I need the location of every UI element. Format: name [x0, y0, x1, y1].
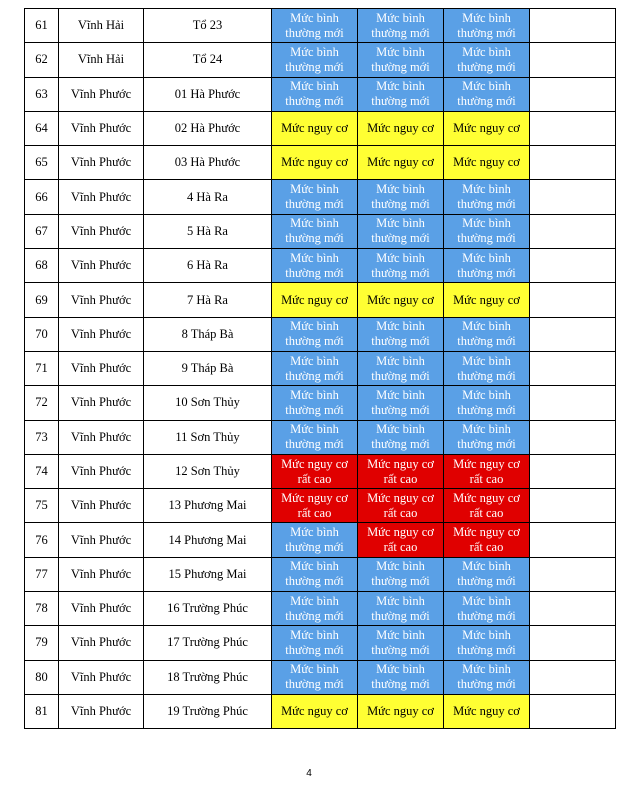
- risk-level-cell: Mức nguy cơ: [444, 694, 530, 728]
- risk-level-cell: Mức bình thường mới: [272, 626, 358, 660]
- table-row: [25, 660, 616, 694]
- row-index-cell: 68: [25, 249, 59, 283]
- risk-level-cell: Mức bình thường mới: [272, 351, 358, 385]
- risk-level-cell: Mức bình thường mới: [358, 660, 444, 694]
- row-index-cell: 65: [25, 146, 59, 180]
- risk-level-cell: Mức bình thường mới: [444, 317, 530, 351]
- row-index-cell: 62: [25, 43, 59, 77]
- risk-level-cell: Mức nguy cơ: [272, 111, 358, 145]
- empty-cell: [530, 592, 616, 626]
- empty-cell: [530, 249, 616, 283]
- ward-cell: Vĩnh Phước: [59, 592, 144, 626]
- risk-level-cell: Mức nguy cơ rất cao: [272, 489, 358, 523]
- risk-level-cell: Mức bình thường mới: [272, 180, 358, 214]
- empty-cell: [530, 77, 616, 111]
- table-row: [25, 249, 616, 283]
- table-body: [25, 9, 616, 729]
- risk-level-cell: Mức nguy cơ: [272, 146, 358, 180]
- row-index-cell: 80: [25, 660, 59, 694]
- risk-level-cell: Mức bình thường mới: [444, 77, 530, 111]
- empty-cell: [530, 694, 616, 728]
- area-cell: Tổ 24: [144, 43, 272, 77]
- empty-cell: [530, 489, 616, 523]
- row-index-cell: 74: [25, 454, 59, 488]
- risk-level-cell: Mức nguy cơ rất cao: [444, 489, 530, 523]
- empty-cell: [530, 111, 616, 145]
- area-cell: 11 Sơn Thủy: [144, 420, 272, 454]
- row-index-cell: 78: [25, 592, 59, 626]
- area-cell: 10 Sơn Thủy: [144, 386, 272, 420]
- risk-level-cell: Mức bình thường mới: [444, 249, 530, 283]
- area-cell: 8 Tháp Bà: [144, 317, 272, 351]
- risk-level-cell: Mức nguy cơ: [358, 694, 444, 728]
- empty-cell: [530, 283, 616, 317]
- risk-level-cell: Mức bình thường mới: [444, 557, 530, 591]
- ward-cell: Vĩnh Phước: [59, 180, 144, 214]
- row-index-cell: 69: [25, 283, 59, 317]
- area-cell: 9 Tháp Bà: [144, 351, 272, 385]
- table-row: [25, 489, 616, 523]
- empty-cell: [530, 386, 616, 420]
- row-index-cell: 67: [25, 214, 59, 248]
- empty-cell: [530, 420, 616, 454]
- ward-cell: Vĩnh Phước: [59, 626, 144, 660]
- area-cell: 19 Trường Phúc: [144, 694, 272, 728]
- area-cell: 18 Trường Phúc: [144, 660, 272, 694]
- empty-cell: [530, 317, 616, 351]
- ward-cell: Vĩnh Phước: [59, 420, 144, 454]
- risk-level-cell: Mức bình thường mới: [272, 592, 358, 626]
- area-cell: 13 Phương Mai: [144, 489, 272, 523]
- risk-level-cell: Mức bình thường mới: [444, 626, 530, 660]
- ward-cell: Vĩnh Phước: [59, 146, 144, 180]
- area-cell: 16 Trường Phúc: [144, 592, 272, 626]
- risk-level-cell: Mức bình thường mới: [358, 626, 444, 660]
- risk-level-cell: Mức bình thường mới: [358, 557, 444, 591]
- risk-level-cell: Mức nguy cơ rất cao: [358, 489, 444, 523]
- area-cell: Tổ 23: [144, 9, 272, 43]
- risk-level-cell: Mức nguy cơ: [272, 283, 358, 317]
- table-row: [25, 592, 616, 626]
- table-row: [25, 180, 616, 214]
- ward-cell: Vĩnh Phước: [59, 660, 144, 694]
- table-row: [25, 351, 616, 385]
- risk-level-table: [24, 8, 616, 729]
- risk-level-cell: Mức bình thường mới: [358, 386, 444, 420]
- table-row: [25, 694, 616, 728]
- row-index-cell: 61: [25, 9, 59, 43]
- table-row: [25, 386, 616, 420]
- empty-cell: [530, 626, 616, 660]
- risk-level-cell: Mức bình thường mới: [272, 317, 358, 351]
- table-row: [25, 626, 616, 660]
- risk-level-cell: Mức nguy cơ: [272, 694, 358, 728]
- risk-level-cell: Mức nguy cơ rất cao: [358, 454, 444, 488]
- area-cell: 12 Sơn Thủy: [144, 454, 272, 488]
- area-cell: 02 Hà Phước: [144, 111, 272, 145]
- risk-level-cell: Mức bình thường mới: [272, 249, 358, 283]
- risk-level-cell: Mức bình thường mới: [358, 180, 444, 214]
- row-index-cell: 72: [25, 386, 59, 420]
- ward-cell: Vĩnh Phước: [59, 386, 144, 420]
- risk-level-cell: Mức bình thường mới: [272, 43, 358, 77]
- risk-level-cell: Mức bình thường mới: [272, 386, 358, 420]
- ward-cell: Vĩnh Phước: [59, 317, 144, 351]
- row-index-cell: 66: [25, 180, 59, 214]
- table-row: [25, 111, 616, 145]
- empty-cell: [530, 146, 616, 180]
- row-index-cell: 76: [25, 523, 59, 557]
- risk-level-cell: Mức bình thường mới: [444, 43, 530, 77]
- table-row: [25, 523, 616, 557]
- row-index-cell: 81: [25, 694, 59, 728]
- risk-level-cell: Mức bình thường mới: [272, 77, 358, 111]
- risk-level-cell: Mức nguy cơ: [444, 146, 530, 180]
- risk-level-cell: Mức bình thường mới: [358, 214, 444, 248]
- table-row: [25, 43, 616, 77]
- area-cell: 01 Hà Phước: [144, 77, 272, 111]
- table-row: [25, 77, 616, 111]
- table-row: [25, 420, 616, 454]
- risk-level-cell: Mức bình thường mới: [444, 351, 530, 385]
- risk-level-cell: Mức bình thường mới: [444, 660, 530, 694]
- area-cell: 03 Hà Phước: [144, 146, 272, 180]
- empty-cell: [530, 43, 616, 77]
- row-index-cell: 70: [25, 317, 59, 351]
- ward-cell: Vĩnh Phước: [59, 283, 144, 317]
- table-row: [25, 9, 616, 43]
- area-cell: 5 Hà Ra: [144, 214, 272, 248]
- ward-cell: Vĩnh Phước: [59, 351, 144, 385]
- empty-cell: [530, 351, 616, 385]
- ward-cell: Vĩnh Phước: [59, 77, 144, 111]
- empty-cell: [530, 557, 616, 591]
- row-index-cell: 77: [25, 557, 59, 591]
- risk-level-cell: Mức bình thường mới: [358, 420, 444, 454]
- risk-level-cell: Mức nguy cơ: [444, 283, 530, 317]
- area-cell: 7 Hà Ra: [144, 283, 272, 317]
- risk-level-cell: Mức nguy cơ rất cao: [358, 523, 444, 557]
- risk-level-cell: Mức bình thường mới: [358, 317, 444, 351]
- table-row: [25, 214, 616, 248]
- ward-cell: Vĩnh Phước: [59, 523, 144, 557]
- row-index-cell: 73: [25, 420, 59, 454]
- risk-level-cell: Mức nguy cơ rất cao: [272, 454, 358, 488]
- risk-level-cell: Mức bình thường mới: [444, 420, 530, 454]
- table-row: [25, 454, 616, 488]
- risk-level-cell: Mức nguy cơ: [444, 111, 530, 145]
- risk-level-cell: Mức bình thường mới: [358, 351, 444, 385]
- ward-cell: Vĩnh Phước: [59, 214, 144, 248]
- risk-level-cell: Mức bình thường mới: [444, 180, 530, 214]
- risk-level-cell: Mức nguy cơ: [358, 283, 444, 317]
- empty-cell: [530, 214, 616, 248]
- area-cell: 14 Phương Mai: [144, 523, 272, 557]
- risk-level-cell: Mức bình thường mới: [272, 9, 358, 43]
- table-row: [25, 557, 616, 591]
- risk-level-cell: Mức bình thường mới: [358, 43, 444, 77]
- empty-cell: [530, 454, 616, 488]
- risk-level-cell: Mức bình thường mới: [272, 557, 358, 591]
- empty-cell: [530, 660, 616, 694]
- area-cell: 4 Hà Ra: [144, 180, 272, 214]
- row-index-cell: 71: [25, 351, 59, 385]
- risk-level-cell: Mức bình thường mới: [358, 592, 444, 626]
- risk-level-cell: Mức bình thường mới: [444, 592, 530, 626]
- risk-level-cell: Mức bình thường mới: [444, 214, 530, 248]
- area-cell: 6 Hà Ra: [144, 249, 272, 283]
- row-index-cell: 64: [25, 111, 59, 145]
- area-cell: 17 Trường Phúc: [144, 626, 272, 660]
- ward-cell: Vĩnh Phước: [59, 249, 144, 283]
- risk-level-cell: Mức bình thường mới: [272, 523, 358, 557]
- ward-cell: Vĩnh Phước: [59, 111, 144, 145]
- table-row: [25, 317, 616, 351]
- empty-cell: [530, 180, 616, 214]
- risk-level-cell: Mức bình thường mới: [272, 420, 358, 454]
- ward-cell: Vĩnh Hải: [59, 9, 144, 43]
- ward-cell: Vĩnh Phước: [59, 694, 144, 728]
- risk-level-cell: Mức bình thường mới: [272, 660, 358, 694]
- row-index-cell: 63: [25, 77, 59, 111]
- ward-cell: Vĩnh Phước: [59, 489, 144, 523]
- table-row: [25, 283, 616, 317]
- ward-cell: Vĩnh Phước: [59, 454, 144, 488]
- page-number: 4: [306, 768, 312, 779]
- risk-level-cell: Mức bình thường mới: [272, 214, 358, 248]
- area-cell: 15 Phương Mai: [144, 557, 272, 591]
- risk-level-cell: Mức bình thường mới: [444, 386, 530, 420]
- risk-level-cell: Mức nguy cơ: [358, 111, 444, 145]
- risk-level-cell: Mức nguy cơ rất cao: [444, 454, 530, 488]
- empty-cell: [530, 523, 616, 557]
- ward-cell: Vĩnh Hải: [59, 43, 144, 77]
- ward-cell: Vĩnh Phước: [59, 557, 144, 591]
- risk-level-cell: Mức bình thường mới: [358, 249, 444, 283]
- risk-level-cell: Mức bình thường mới: [444, 9, 530, 43]
- risk-level-cell: Mức bình thường mới: [358, 9, 444, 43]
- row-index-cell: 79: [25, 626, 59, 660]
- empty-cell: [530, 9, 616, 43]
- risk-level-cell: Mức bình thường mới: [358, 77, 444, 111]
- row-index-cell: 75: [25, 489, 59, 523]
- table-row: [25, 146, 616, 180]
- risk-level-cell: Mức nguy cơ: [358, 146, 444, 180]
- risk-level-cell: Mức nguy cơ rất cao: [444, 523, 530, 557]
